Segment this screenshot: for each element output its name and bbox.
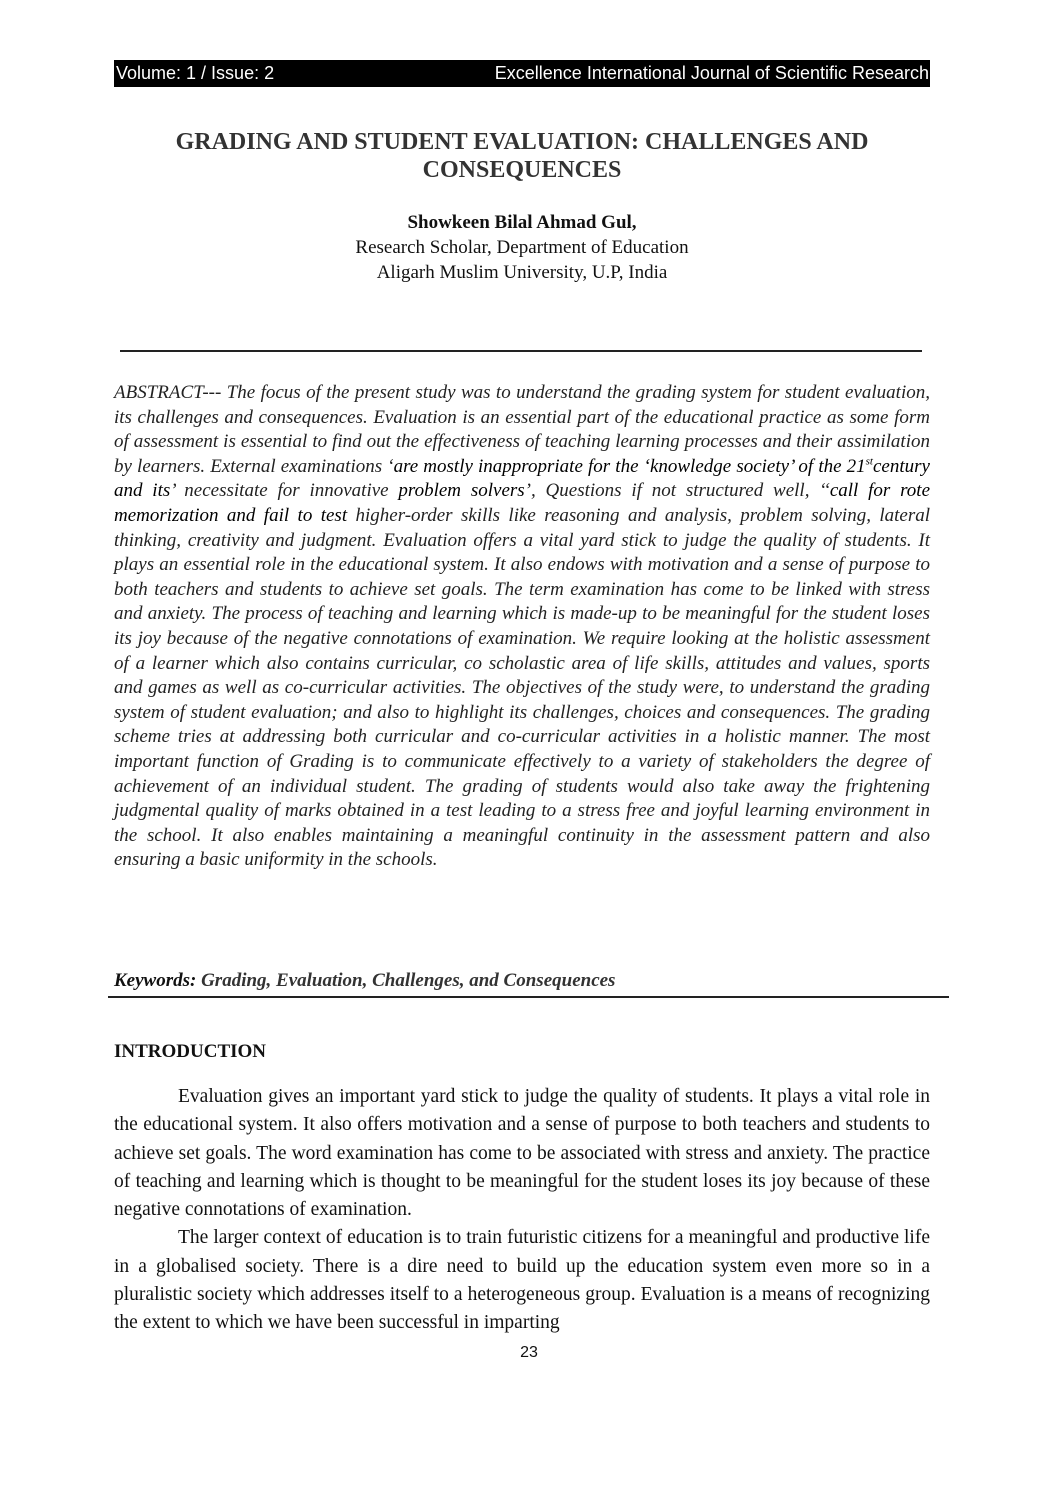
abstract-part-4: higher-order skills like reasoning and analysis, problem solving, lateral thinking, creativity and judgment. Evaluation offers a vital yard stick to judge the quality of students. It plays an essential role in the educational system. It also endows with motivation and a sense of purpose to both teachers and students to achieve set goals. The term examination has come to be linked with stress and anxiety. The process of teaching and learning which is made-up to be meaningful for the student loses its joy because of the negative connotations of examination. We require looking at the holistic assessment of a learner which also contains curricular, co scholastic area of life skills, attitudes and values, sports and games as well as co-curricular activities. The objectives of the study were, to understand the grading system of student evaluation; and also to highlight its challenges, choices and consequences. The grading scheme tries at addressing both curricular and co-curricular activities in a holistic manner. The most important function of Grading is to communicate effectively to a variety of stakeholders the degree of achievement of an individual student. The grading of students would also take away the frightening judgmental quality of marks obtained in a test leading to a stress free and joyful learning environment in the school. It also enables maintaining a meaningful continuity in the assessment pattern and also ensuring a basic uniformity in the schools. bbox=[114, 504, 931, 871]
top-divider bbox=[120, 350, 922, 352]
keywords bbox=[114, 968, 930, 993]
abstract-part-2: ’ necessitate for innovative bbox=[170, 480, 399, 502]
abstract-quote-1a: are mostly inappropriate for the ‘knowledge society’ of the 21 bbox=[393, 455, 866, 477]
abstract-part-1: ABSTRACT--- The focus of the present study was to understand the grading system for student evaluation, its challenges and consequences. Evaluation is an essential part of the educational practice as some form of assessment is essential to find out the effectiveness of teaching learning processes and their assimilation by learners. External examinations ‘ bbox=[114, 382, 930, 477]
author-name: Showkeen Bilal Ahmad Gul, bbox=[407, 212, 637, 233]
journal-name: Excellence International Journal of Scientific Research bbox=[494, 63, 929, 83]
page-number: 23 bbox=[520, 1344, 538, 1361]
title-line-2: CONSEQUENCES bbox=[422, 157, 622, 183]
author-position: Research Scholar, Department of Education bbox=[355, 237, 689, 258]
abstract-superscript: st bbox=[865, 455, 873, 468]
volume-issue: Volume: 1 / Issue: 2 bbox=[116, 63, 275, 83]
keywords-divider bbox=[108, 996, 949, 998]
running-header bbox=[114, 60, 930, 87]
abstract bbox=[114, 381, 930, 873]
introduction-body bbox=[114, 1083, 930, 1338]
abstract-quote-1b: century and its bbox=[114, 455, 930, 502]
introduction-paragraph-2: The larger context of education is to train futuristic citizens for a meaningful and productive life in a globalised society. There is a dire need to build up the education system even more so in a pluralistic society which addresses itself to a heterogeneous group. Evaluation is a means of recognizing the extent to which we have been successful in imparting bbox=[114, 1227, 930, 1334]
author-affiliation: Aligarh Muslim University, U.P, India bbox=[376, 262, 668, 283]
keywords-text: Grading, Evaluation, Challenges, and Consequences bbox=[196, 970, 616, 991]
abstract-part-3: ’, Questions if not structured well, ‘‘ bbox=[524, 480, 830, 502]
introduction-paragraph-1: Evaluation gives an important yard stick to judge the quality of students. It plays a vital role in the educational system. It also offers motivation and a sense of purpose to both teachers and students to achieve set goals. The word examination has come to be associated with stress and anxiety. The practice of teaching and learning which is thought to be meaningful for the student loses its joy because of these negative connotations of examination. bbox=[114, 1086, 930, 1221]
abstract-quote-2: problem solvers bbox=[398, 480, 525, 502]
keywords-label: Keywords: bbox=[114, 970, 197, 991]
title-line-1: GRADING AND STUDENT EVALUATION: CHALLENGES AND bbox=[175, 129, 869, 155]
introduction-heading: INTRODUCTION bbox=[114, 1041, 267, 1062]
author-block bbox=[114, 210, 930, 285]
paper-title bbox=[114, 128, 930, 184]
abstract-quote-3: call for rote memorization and fail to test bbox=[114, 480, 930, 526]
